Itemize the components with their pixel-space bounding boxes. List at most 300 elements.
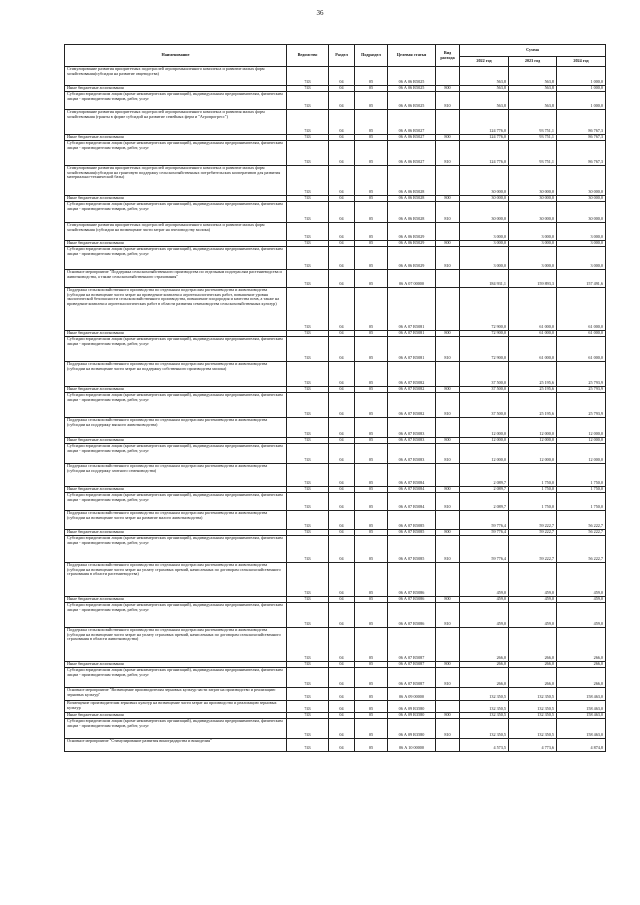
row-ministry: 743 — [287, 444, 329, 464]
header-year-2022: 2022 год — [460, 57, 509, 67]
row-name: Субсидии юридическим лицам (кроме некоммерческих организаций), индивидуальным предпринимателям, физическим лицам - производителям товаров, работ, услуг — [65, 444, 287, 464]
row-expense-type — [436, 464, 460, 487]
row-amount-2023: 30 000,0 — [509, 196, 557, 202]
row-amount-2023: 563,8 — [509, 92, 557, 110]
row-target-article: 06 А 07 00000 — [388, 270, 436, 288]
row-subsection: 05 — [355, 166, 388, 196]
row-ministry: 743 — [287, 270, 329, 288]
row-section: 04 — [329, 110, 355, 135]
row-ministry: 743 — [287, 563, 329, 597]
row-amount-2022: 266,0 — [460, 662, 509, 668]
row-expense-type: 810 — [436, 719, 460, 739]
table-row — [65, 464, 606, 487]
row-name: Основное мероприятие "Возмещение производителям зерновых культур части затрат на производство и реализацию зерновых культур" — [65, 688, 287, 701]
row-subsection: 05 — [355, 563, 388, 597]
row-section: 04 — [329, 493, 355, 511]
row-target-article: 06 А 07 R5087 — [388, 628, 436, 662]
row-amount-2024: 61 000,0 — [557, 288, 606, 331]
row-amount-2022: 132 350,5 — [460, 713, 509, 719]
row-section: 04 — [329, 270, 355, 288]
row-amount-2022: 30 000,0 — [460, 166, 509, 196]
row-ministry: 743 — [287, 662, 329, 668]
row-expense-type: 810 — [436, 536, 460, 563]
row-expense-type: 810 — [436, 393, 460, 418]
row-expense-type — [436, 628, 460, 662]
row-target-article: 06 А 07 R5081 — [388, 337, 436, 362]
row-expense-type: 810 — [436, 141, 460, 166]
row-expense-type — [436, 288, 460, 331]
header-section: Раздел — [329, 45, 355, 67]
row-target-article: 06 А 07 R5082 — [388, 362, 436, 387]
row-amount-2022: 266,0 — [460, 668, 509, 688]
row-amount-2023: 25 195,6 — [509, 387, 557, 393]
row-ministry: 743 — [287, 241, 329, 247]
table-row — [65, 536, 606, 563]
header-subsection: Подраздел — [355, 45, 388, 67]
row-amount-2022: 124 776,0 — [460, 141, 509, 166]
row-target-article: 06 А 06 R5029 — [388, 223, 436, 241]
row-name: Поддержка сельскохозяйственного производства по отдельным подотраслям растениеводства и животноводства (субсидии на возмещение части затрат на проведение комплекса агротехнологических работ, повышение уровня экологической безопасности сельскохозяйственного производства, повышение плодородия и качества почв, а также на проведение комплекса агротехнологических работ в области развития семеноводства сельскохозяйственных культур) — [65, 288, 287, 331]
row-expense-type: 800 — [436, 331, 460, 337]
row-subsection: 05 — [355, 288, 388, 331]
row-expense-type: 810 — [436, 444, 460, 464]
row-amount-2023: 459,0 — [509, 597, 557, 603]
row-amount-2022: 72 900,0 — [460, 288, 509, 331]
row-amount-2023: 93 751,1 — [509, 141, 557, 166]
row-amount-2023: 59 222,7 — [509, 530, 557, 536]
row-amount-2022: 2 089,7 — [460, 493, 509, 511]
row-amount-2023: 61 000,0 — [509, 337, 557, 362]
row-section: 04 — [329, 141, 355, 166]
row-target-article: 06 А 06 R5029 — [388, 241, 436, 247]
row-section: 04 — [329, 331, 355, 337]
table-row — [65, 418, 606, 438]
row-ministry: 743 — [287, 67, 329, 86]
table-row — [65, 67, 606, 86]
table-row — [65, 362, 606, 387]
row-target-article: 06 А 06 R5027 — [388, 141, 436, 166]
row-section: 04 — [329, 536, 355, 563]
row-amount-2024: 25 793,9 — [557, 387, 606, 393]
row-amount-2024: 86 767,3 — [557, 135, 606, 141]
table-row — [65, 270, 606, 288]
row-target-article: 06 А 07 R5087 — [388, 662, 436, 668]
row-target-article: 06 А 07 R5085 — [388, 536, 436, 563]
row-section: 04 — [329, 603, 355, 628]
row-ministry: 743 — [287, 688, 329, 701]
row-target-article: 06 А 07 R5081 — [388, 331, 436, 337]
row-amount-2024: 3 000,0 — [557, 241, 606, 247]
table-row — [65, 166, 606, 196]
row-expense-type: 800 — [436, 713, 460, 719]
row-amount-2024: 266,0 — [557, 662, 606, 668]
row-expense-type — [436, 563, 460, 597]
row-amount-2024: 61 000,0 — [557, 331, 606, 337]
row-target-article: 06 А 07 R5082 — [388, 393, 436, 418]
row-section: 04 — [329, 628, 355, 662]
row-section: 04 — [329, 393, 355, 418]
row-amount-2024: 56 222,7 — [557, 530, 606, 536]
row-name: Субсидии юридическим лицам (кроме некоммерческих организаций), индивидуальным предпринимателям, физическим лицам - производителям товаров, работ, услуг — [65, 719, 287, 739]
table-row — [65, 444, 606, 464]
row-target-article: 06 А 06 R5028 — [388, 196, 436, 202]
row-expense-type — [436, 223, 460, 241]
row-subsection: 05 — [355, 393, 388, 418]
row-name: Субсидии юридическим лицам (кроме некоммерческих организаций), индивидуальным предпринимателям, физическим лицам - производителям товаров, работ, услуг — [65, 536, 287, 563]
row-amount-2022: 3 000,0 — [460, 223, 509, 241]
row-name: Поддержка сельскохозяйственного производства по отдельным подотраслям растениеводства и животноводства (субсидии на возмещение части затрат на уплату страховых премий, начисленных по договорам сельскохозяйственного страхования в области растениеводства) — [65, 563, 287, 597]
row-subsection: 05 — [355, 92, 388, 110]
row-amount-2023: 132 350,5 — [509, 719, 557, 739]
row-section: 04 — [329, 511, 355, 530]
row-amount-2022: 37 500,0 — [460, 393, 509, 418]
row-expense-type: 810 — [436, 603, 460, 628]
row-ministry: 743 — [287, 438, 329, 444]
row-amount-2023: 12 000,0 — [509, 438, 557, 444]
row-amount-2024: 1 750,0 — [557, 487, 606, 493]
row-subsection: 05 — [355, 86, 388, 92]
row-amount-2022: 266,0 — [460, 628, 509, 662]
row-amount-2024: 61 000,0 — [557, 337, 606, 362]
row-section: 04 — [329, 418, 355, 438]
row-amount-2023: 93 751,1 — [509, 135, 557, 141]
row-target-article: 06 А 07 R5086 — [388, 603, 436, 628]
row-ministry: 743 — [287, 247, 329, 270]
row-name: Иные бюджетные ассигнования — [65, 135, 287, 141]
row-ministry: 743 — [287, 331, 329, 337]
row-name: Поддержка сельскохозяйственного производства по отдельным подотраслям растениеводства и животноводства (субсидии на возмещение части затрат на развитие малого животноводства) — [65, 511, 287, 530]
row-ministry: 743 — [287, 141, 329, 166]
row-expense-type: 810 — [436, 202, 460, 223]
row-amount-2024: 459,0 — [557, 563, 606, 597]
row-name: Стимулирование развития приоритетных подотраслей агропромышленного комплекса и развитие малых форм хозяйствования(субсидии на грантовую поддержку сельскохозяйственных потребительских кооперативов для развития материально-технической базы) — [65, 166, 287, 196]
row-target-article: 06 А 07 R5086 — [388, 563, 436, 597]
row-ministry: 743 — [287, 202, 329, 223]
row-amount-2024: 12 000,0 — [557, 418, 606, 438]
row-amount-2024: 266,0 — [557, 668, 606, 688]
row-section: 04 — [329, 92, 355, 110]
row-name: Субсидии юридическим лицам (кроме некоммерческих организаций), индивидуальным предпринимателям, физическим лицам - производителям товаров, работ, услуг — [65, 668, 287, 688]
header-target-article: Целевая статья — [388, 45, 436, 67]
row-amount-2023: 93 751,1 — [509, 110, 557, 135]
row-subsection: 05 — [355, 713, 388, 719]
row-subsection: 05 — [355, 597, 388, 603]
table-row — [65, 247, 606, 270]
row-amount-2023: 266,0 — [509, 628, 557, 662]
row-expense-type: 800 — [436, 438, 460, 444]
row-name: Иные бюджетные ассигнования — [65, 387, 287, 393]
table-row — [65, 603, 606, 628]
row-target-article: 06 А 07 R5081 — [388, 288, 436, 331]
row-amount-2022: 563,8 — [460, 86, 509, 92]
row-amount-2023: 4 773,6 — [509, 739, 557, 752]
row-ministry: 743 — [287, 701, 329, 713]
row-subsection: 05 — [355, 701, 388, 713]
table-row — [65, 202, 606, 223]
row-name: Субсидии юридическим лицам (кроме некоммерческих организаций), индивидуальным предпринимателям, физическим лицам - производителям товаров, работ, услуг — [65, 393, 287, 418]
row-ministry: 743 — [287, 713, 329, 719]
row-amount-2024: 25 793,9 — [557, 362, 606, 387]
row-amount-2024: 1 000,0 — [557, 86, 606, 92]
row-amount-2022: 59 776,4 — [460, 530, 509, 536]
row-expense-type: 800 — [436, 86, 460, 92]
table-row — [65, 628, 606, 662]
row-amount-2023: 3 000,0 — [509, 241, 557, 247]
row-amount-2023: 132 350,5 — [509, 713, 557, 719]
table-row — [65, 223, 606, 241]
row-ministry: 743 — [287, 110, 329, 135]
row-amount-2024: 86 767,3 — [557, 141, 606, 166]
row-expense-type — [436, 166, 460, 196]
row-amount-2023: 132 350,5 — [509, 688, 557, 701]
row-subsection: 05 — [355, 202, 388, 223]
row-subsection: 05 — [355, 688, 388, 701]
row-amount-2022: 124 776,0 — [460, 135, 509, 141]
row-target-article: 06 А 07 R5083 — [388, 444, 436, 464]
row-expense-type — [436, 270, 460, 288]
row-amount-2023: 1 750,0 — [509, 487, 557, 493]
row-amount-2023: 3 000,0 — [509, 223, 557, 241]
row-amount-2023: 132 350,5 — [509, 701, 557, 713]
row-name: Иные бюджетные ассигнования — [65, 662, 287, 668]
row-ministry: 743 — [287, 337, 329, 362]
row-target-article: 06 А 06 R5028 — [388, 166, 436, 196]
row-name: Иные бюджетные ассигнования — [65, 597, 287, 603]
row-target-article: 06 А 07 R5087 — [388, 668, 436, 688]
row-name: Субсидии юридическим лицам (кроме некоммерческих организаций), индивидуальным предпринимателям, физическим лицам - производителям товаров, работ, услуг — [65, 202, 287, 223]
row-amount-2023: 30 000,0 — [509, 202, 557, 223]
row-amount-2023: 25 195,6 — [509, 393, 557, 418]
row-subsection: 05 — [355, 247, 388, 270]
row-name: Субсидии юридическим лицам (кроме некоммерческих организаций), индивидуальным предпринимателям, физическим лицам - производителям товаров, работ, услуг — [65, 92, 287, 110]
row-name: Возмещение производителям зерновых культур на возмещение части затрат на производство и реализацию зерновых культур — [65, 701, 287, 713]
row-section: 04 — [329, 444, 355, 464]
row-amount-2023: 3 000,0 — [509, 247, 557, 270]
row-amount-2023: 459,0 — [509, 603, 557, 628]
row-section: 04 — [329, 662, 355, 668]
row-amount-2022: 12 000,0 — [460, 444, 509, 464]
row-expense-type — [436, 739, 460, 752]
row-subsection: 05 — [355, 603, 388, 628]
row-amount-2023: 59 222,7 — [509, 536, 557, 563]
row-amount-2023: 12 000,0 — [509, 444, 557, 464]
row-subsection: 05 — [355, 223, 388, 241]
row-section: 04 — [329, 438, 355, 444]
row-amount-2023: 30 000,0 — [509, 166, 557, 196]
row-amount-2023: 61 000,0 — [509, 331, 557, 337]
row-amount-2022: 124 776,0 — [460, 110, 509, 135]
header-sum: Сумма — [460, 45, 606, 57]
row-subsection: 05 — [355, 739, 388, 752]
row-section: 04 — [329, 202, 355, 223]
row-subsection: 05 — [355, 464, 388, 487]
row-amount-2024: 1 000,0 — [557, 67, 606, 86]
row-expense-type: 810 — [436, 337, 460, 362]
row-ministry: 743 — [287, 536, 329, 563]
row-amount-2024: 3 000,0 — [557, 223, 606, 241]
row-amount-2023: 459,0 — [509, 563, 557, 597]
row-expense-type — [436, 701, 460, 713]
row-ministry: 743 — [287, 628, 329, 662]
row-name: Поддержка сельскохозяйственного производства по отдельным подотраслям растениеводства и животноводства (субсидии на возмещение части затрат на поддержку собственного производства молока) — [65, 362, 287, 387]
table-row — [65, 110, 606, 135]
table-row — [65, 337, 606, 362]
row-ministry: 743 — [287, 387, 329, 393]
row-ministry: 743 — [287, 487, 329, 493]
row-ministry: 743 — [287, 739, 329, 752]
table-body — [65, 67, 606, 752]
row-target-article: 06 А 07 R5084 — [388, 487, 436, 493]
row-expense-type: 800 — [436, 487, 460, 493]
row-name: Иные бюджетные ассигнования — [65, 331, 287, 337]
row-name: Субсидии юридическим лицам (кроме некоммерческих организаций), индивидуальным предпринимателям, физическим лицам - производителям товаров, работ, услуг — [65, 493, 287, 511]
row-amount-2022: 59 776,4 — [460, 511, 509, 530]
budget-table — [64, 44, 606, 752]
row-subsection: 05 — [355, 511, 388, 530]
row-amount-2022: 563,8 — [460, 67, 509, 86]
row-ministry: 743 — [287, 393, 329, 418]
row-target-article: 06 А 10 00000 — [388, 739, 436, 752]
row-amount-2022: 72 900,0 — [460, 337, 509, 362]
row-amount-2022: 30 000,0 — [460, 202, 509, 223]
row-expense-type: 810 — [436, 247, 460, 270]
table-row — [65, 393, 606, 418]
row-amount-2023: 61 000,0 — [509, 288, 557, 331]
row-target-article: 06 А 07 R5083 — [388, 438, 436, 444]
row-expense-type — [436, 688, 460, 701]
row-expense-type: 810 — [436, 493, 460, 511]
row-expense-type: 800 — [436, 530, 460, 536]
row-section: 04 — [329, 196, 355, 202]
table-row — [65, 688, 606, 701]
row-expense-type — [436, 511, 460, 530]
row-amount-2022: 30 000,0 — [460, 196, 509, 202]
row-section: 04 — [329, 86, 355, 92]
row-amount-2022: 72 900,0 — [460, 331, 509, 337]
row-target-article: 06 А 06 R5025 — [388, 67, 436, 86]
table-row — [65, 511, 606, 530]
row-subsection: 05 — [355, 530, 388, 536]
row-ministry: 743 — [287, 223, 329, 241]
row-target-article: 06 А 07 R5085 — [388, 511, 436, 530]
row-section: 04 — [329, 688, 355, 701]
row-name: Поддержка сельскохозяйственного производства по отдельным подотраслям растениеводства и животноводства (субсидии на возмещение части затрат на уплату страховых премий, начисленных по договорам сельскохозяйственного страхования в области животноводства) — [65, 628, 287, 662]
row-subsection: 05 — [355, 536, 388, 563]
row-subsection: 05 — [355, 135, 388, 141]
table-row — [65, 563, 606, 597]
row-amount-2024: 30 000,0 — [557, 196, 606, 202]
row-amount-2024: 86 767,3 — [557, 110, 606, 135]
row-expense-type: 800 — [436, 196, 460, 202]
row-amount-2022: 563,8 — [460, 92, 509, 110]
row-amount-2022: 184 931,1 — [460, 270, 509, 288]
row-ministry: 743 — [287, 511, 329, 530]
table-row — [65, 739, 606, 752]
row-amount-2022: 4 573,5 — [460, 739, 509, 752]
row-amount-2022: 132 350,5 — [460, 688, 509, 701]
row-ministry: 743 — [287, 288, 329, 331]
row-amount-2023: 563,8 — [509, 86, 557, 92]
row-subsection: 05 — [355, 141, 388, 166]
row-amount-2022: 3 000,0 — [460, 247, 509, 270]
header-year-2024: 2024 год — [557, 57, 606, 67]
table-row — [65, 668, 606, 688]
row-expense-type — [436, 67, 460, 86]
row-name: Иные бюджетные ассигнования — [65, 86, 287, 92]
row-subsection: 05 — [355, 668, 388, 688]
row-section: 04 — [329, 713, 355, 719]
row-subsection: 05 — [355, 662, 388, 668]
row-amount-2023: 563,8 — [509, 67, 557, 86]
table-row — [65, 701, 606, 713]
row-ministry: 743 — [287, 362, 329, 387]
table-row — [65, 141, 606, 166]
row-name: Иные бюджетные ассигнования — [65, 713, 287, 719]
row-expense-type: 800 — [436, 241, 460, 247]
row-expense-type: 800 — [436, 135, 460, 141]
row-target-article: 06 А 07 R5084 — [388, 493, 436, 511]
row-name: Субсидии юридическим лицам (кроме некоммерческих организаций), индивидуальным предпринимателям, физическим лицам - производителям товаров, работ, услуг — [65, 247, 287, 270]
row-name: Субсидии юридическим лицам (кроме некоммерческих организаций), индивидуальным предпринимателям, физическим лицам - производителям товаров, работ, услуг — [65, 603, 287, 628]
row-name: Иные бюджетные ассигнования — [65, 438, 287, 444]
row-section: 04 — [329, 464, 355, 487]
row-amount-2023: 266,0 — [509, 662, 557, 668]
row-name: Основное мероприятие "Стимулирование развития виноградарства и виноделия" — [65, 739, 287, 752]
row-subsection: 05 — [355, 241, 388, 247]
row-subsection: 05 — [355, 487, 388, 493]
row-name: Стимулирование развития приоритетных подотраслей агропромышленного комплекса и развития малых форм хозяйствования (гранты в форме субсидий на развитие семейных ферм и "Агропрогресс") — [65, 110, 287, 135]
row-target-article: 06 А 07 R5083 — [388, 418, 436, 438]
row-amount-2024: 56 222,7 — [557, 536, 606, 563]
row-section: 04 — [329, 530, 355, 536]
row-subsection: 05 — [355, 196, 388, 202]
row-ministry: 743 — [287, 92, 329, 110]
row-section: 04 — [329, 337, 355, 362]
row-ministry: 743 — [287, 719, 329, 739]
row-expense-type — [436, 418, 460, 438]
row-expense-type — [436, 110, 460, 135]
table-row — [65, 493, 606, 511]
row-subsection: 05 — [355, 270, 388, 288]
row-section: 04 — [329, 241, 355, 247]
row-target-article: 06 А 07 R5085 — [388, 530, 436, 536]
row-section: 04 — [329, 135, 355, 141]
row-amount-2022: 37 500,0 — [460, 362, 509, 387]
row-expense-type: 800 — [436, 597, 460, 603]
row-subsection: 05 — [355, 444, 388, 464]
row-amount-2022: 459,0 — [460, 597, 509, 603]
row-amount-2024: 158 463,0 — [557, 701, 606, 713]
row-subsection: 05 — [355, 493, 388, 511]
row-amount-2023: 59 222,7 — [509, 511, 557, 530]
row-ministry: 743 — [287, 196, 329, 202]
row-subsection: 05 — [355, 418, 388, 438]
row-ministry: 743 — [287, 493, 329, 511]
row-target-article: 06 А 06 R5027 — [388, 135, 436, 141]
row-target-article: 06 А 09 00000 — [388, 688, 436, 701]
row-amount-2022: 37 500,0 — [460, 387, 509, 393]
row-target-article: 06 А 06 R5028 — [388, 202, 436, 223]
row-amount-2022: 459,0 — [460, 603, 509, 628]
row-target-article: 06 А 07 R5086 — [388, 597, 436, 603]
row-ministry: 743 — [287, 668, 329, 688]
row-amount-2024: 157 491,6 — [557, 270, 606, 288]
row-amount-2024: 158 463,0 — [557, 713, 606, 719]
row-amount-2022: 132 350,5 — [460, 701, 509, 713]
row-amount-2023: 12 000,0 — [509, 418, 557, 438]
row-section: 04 — [329, 288, 355, 331]
row-amount-2024: 459,0 — [557, 597, 606, 603]
